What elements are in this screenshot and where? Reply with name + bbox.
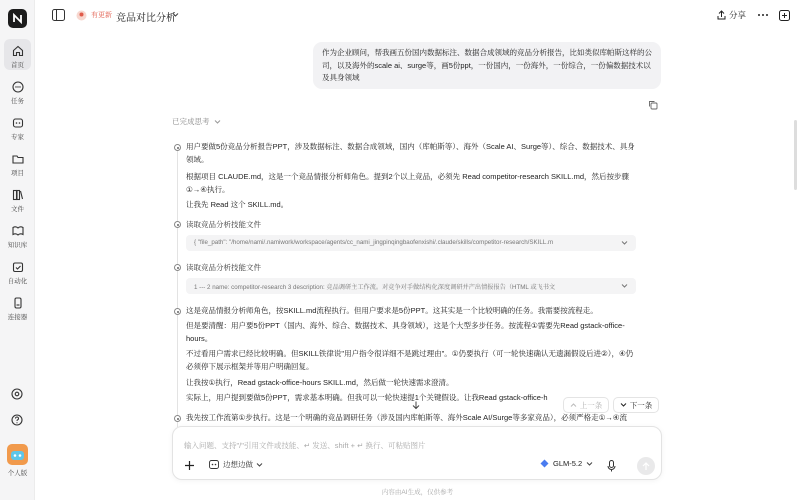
think-mode-button[interactable] [209, 459, 267, 470]
scrollbar[interactable] [794, 120, 797, 190]
step-dot [174, 221, 181, 228]
sidebar-item-automation[interactable] [0, 258, 35, 290]
user-message-bubble: 作为企业顾问，帮我画五份国内数据标注、数据合成领域的竞品分析报告，比如类似库帕斯这样的公司，以及海外的scale ai、surge等，画5份ppt，一份国内，一份海外，一份综合，一份偏数据技术以及具身领域 [313, 42, 661, 89]
next-label: 下一条 [629, 400, 653, 410]
sidebar-item-label: 自动化 [7, 278, 28, 285]
think-mode-label: 边想边做 [223, 460, 253, 469]
tool-call-title: 读取竞品分析技能文件 [186, 220, 261, 229]
sidebar-item-label: 连接器 [7, 314, 28, 321]
chevron-down-icon [586, 461, 593, 467]
message-composer[interactable] [172, 426, 662, 480]
next-message-button[interactable] [613, 397, 659, 413]
think-icon [209, 460, 219, 469]
settings-icon[interactable] [10, 387, 24, 401]
sidebar [0, 0, 35, 500]
tool-call-body: 1 --- 2 name: competitor-research 3 description: 竞品调研主工作流。对竞争对手做结构化深度调研并产出情报报告（HTML 或飞书文 [194, 284, 556, 291]
sidebar-item-label: 专家 [11, 134, 24, 141]
step-dot [174, 308, 181, 315]
share-label: 分享 [729, 10, 747, 20]
copy-icon[interactable] [648, 100, 658, 110]
task-icon [11, 80, 25, 94]
chevron-down-icon [214, 119, 221, 125]
microphone-icon[interactable] [607, 460, 616, 472]
book-icon [11, 224, 25, 238]
previous-message-button[interactable] [563, 397, 609, 413]
thought-toggle[interactable] [172, 116, 221, 127]
thought-step-text: 实际上，用户提到要做5份PPT，需求基本明确。但我可以一轮快速提1个关键假设。让我Read gstack-office-h [186, 393, 548, 402]
thought-step-text: 我先按工作流第①步执行。这是一个明确的竞品调研任务（涉及国内库帕斯等、海外Scale AI/Surge等多家竞品），必须严格走①→④流 [186, 413, 628, 422]
folder-icon [11, 152, 25, 166]
share-icon [717, 10, 726, 20]
thought-step-text: 让我先 Read 这个 SKILL.md。 [186, 200, 289, 209]
sidebar-item-expert[interactable] [0, 114, 35, 146]
agent-avatar-icon [76, 10, 87, 21]
sidebar-toggle-icon[interactable] [52, 9, 65, 21]
thought-step-text: 让我按①执行，Read gstack-office-hours SKILL.md，然后做一轮快速需求澄清。 [186, 378, 454, 387]
help-icon[interactable] [10, 413, 24, 427]
new-chat-icon[interactable] [779, 9, 791, 21]
thought-step-text: 用户要做5份竞品分析报告PPT，涉及数据标注、数据合成领域，国内（库帕斯等）、海外（Scale AI、Surge等）、综合、数据技术、具身领域。 [186, 142, 635, 164]
model-selector[interactable] [540, 459, 597, 468]
sidebar-item-task[interactable] [0, 78, 35, 110]
chevron-down-icon[interactable] [172, 12, 179, 18]
model-label: GLM-5.2 [553, 459, 583, 468]
chevron-down-icon [620, 402, 627, 408]
previous-label: 上一条 [579, 400, 603, 410]
thought-step-text: 不过看用户需求已经比较明确。但SKILL铁律说"用户指令很详细不是跳过理由"。①仍要执行（可一轮快速确认无遗漏假设后进②），④仍必须停下展示框架并等用户明确回复。 [186, 349, 634, 371]
sidebar-item-label: 文件 [11, 206, 24, 213]
chevron-up-icon [570, 402, 577, 408]
tool-call-title: 读取竞品分析技能文件 [186, 263, 261, 272]
chevron-down-icon [256, 462, 263, 468]
arrow-up-icon [642, 462, 650, 471]
message-input[interactable]: 输入问题、支持"/"引用文件或技能、↵ 发送、shift + ↵ 换行、可粘贴图片 [184, 441, 426, 450]
thought-label: 已完成思考 [172, 117, 210, 126]
step-dot [174, 144, 181, 151]
arrow-down-icon[interactable] [411, 400, 421, 410]
connector-icon [11, 296, 25, 310]
sidebar-item-label: 项目 [11, 170, 24, 177]
timeline-line [177, 147, 178, 427]
user-avatar[interactable] [7, 444, 28, 465]
calendar-check-icon [11, 260, 25, 274]
sidebar-item-file[interactable] [0, 186, 35, 218]
step-dot [174, 415, 181, 422]
ai-disclaimer: 内容由AI生成，仅供参考 [381, 489, 454, 496]
thought-step-text: 根据项目 CLAUDE.md，这是一个竞品情报分析师角色。提到2个以上竞品，必须先 Read competitor-research SKILL.md，然后按步骤①→④执行。 [186, 172, 629, 194]
more-icon[interactable] [757, 10, 769, 20]
thought-step-text: 但是要清醒：用户要5份PPT（国内、海外、综合、数据技术、具身领域），这是个大型多步任务。按流程①需要先Read gstack-office-hours。 [186, 321, 625, 343]
user-plan-label: 个人版 [7, 470, 28, 477]
file-icon [11, 188, 25, 202]
sidebar-item-label: 首页 [11, 62, 24, 69]
expert-icon [11, 116, 25, 130]
top-bar [35, 0, 800, 32]
chevron-down-icon [621, 240, 628, 246]
add-icon[interactable] [184, 460, 195, 471]
sidebar-item-connector[interactable] [0, 294, 35, 326]
share-button[interactable] [717, 9, 746, 21]
model-icon [540, 459, 549, 468]
sidebar-item-knowledge[interactable] [0, 222, 35, 254]
sidebar-item-label: 知识库 [7, 242, 28, 249]
sidebar-item-project[interactable] [0, 150, 35, 182]
step-dot [174, 264, 181, 271]
home-icon [11, 44, 25, 58]
app-logo[interactable] [8, 9, 27, 28]
tool-call-output[interactable] [186, 278, 636, 294]
chevron-down-icon [621, 283, 628, 289]
tool-call-body: { "file_path": "/home/nami/.namiwork/workspace/agents/cc_nami_jingpinqingbaofenxishi/.claude/skills/competitor-research/SKILL.m [194, 239, 554, 246]
sidebar-item-label: 任务 [11, 98, 24, 105]
sidebar-item-home[interactable] [0, 42, 35, 74]
conversation-title[interactable]: 竞品对比分析 [116, 13, 176, 24]
update-badge[interactable]: 有更新 [91, 12, 112, 19]
thought-step-text: 这是竞品情报分析师角色，按SKILL.md流程执行。但用户要求是5份PPT。这其实是一个比较明确的任务。我需要按流程走。 [186, 306, 598, 315]
send-button[interactable] [637, 457, 655, 475]
tool-call-output[interactable] [186, 235, 636, 251]
